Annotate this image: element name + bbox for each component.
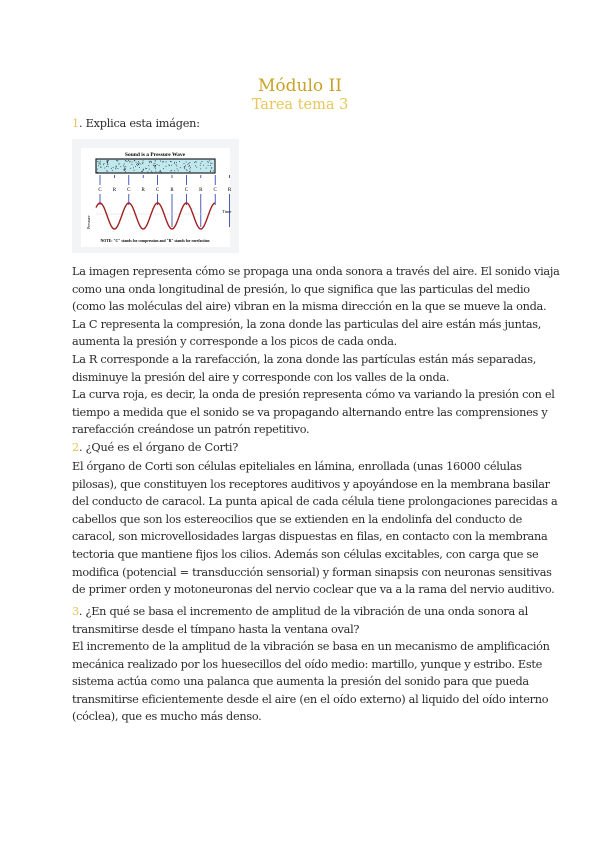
answer-line: tectoria que mantiene fijos los cilios. Además son células excitables, con carga que se [72,547,539,561]
question-text-line: . ¿En qué se basa el incremento de amplitud de la vibración de una onda sonora al [78,605,528,618]
answer-2 [72,458,557,599]
answer-line: caracol, son microvellosidades largas dispuestas en filas, en contacto con la membrana [72,530,548,544]
wave-label: C [98,188,102,193]
question-number: 3 [72,605,79,618]
answer-line: La R corresponde a la rarefacción, la zona donde las partículas están más separadas, [72,352,536,366]
wave-label: R [227,188,232,193]
question-text: . ¿Qué es el órgano de Corti? [78,441,239,454]
answer-line: La curva roja, es decir, la onda de presión representa cómo va variando la presión con el [72,388,555,402]
answer-line: La imagen representa cómo se propaga una onda sonora a través del aire. El sonido viaja [72,265,560,278]
answer-line: de primer orden y motoneuronas del nervio coclear que va a la rama del nervio auditivo. [72,583,555,597]
question-3 [72,603,528,638]
answer-line: La C representa la compresión, la zona donde las particulas del aire están más juntas, [72,317,542,331]
wave-label: R [199,188,203,193]
page-subtitle: Tarea tema 3 [251,97,349,113]
answer-line: rarefacción creándose un patrón repetitivo. [72,423,310,437]
question-number: 2 [72,441,79,454]
answer-line: (como las moléculas del aire) vibran en la misma dirección en la que se mueve la onda. [72,300,547,314]
question-text-line: transmitirse desde el tímpano hasta la ventana oval? [72,622,360,636]
pressure-label: Pressure [86,215,91,229]
answer-line: El incremento de la amplitud de la vibración se basa en un mecanismo de amplificación [72,640,550,653]
answer-line: modifica (potencial = transducción sensorial) y forman sinapsis con neuronas sensitivas [72,565,552,579]
answer-3 [72,638,550,726]
answer-line: mecánica realizado por los huesecillos del oído medio: martillo, yunque y estribo. Este [72,657,542,671]
wave-label: R [141,188,145,193]
figure-title: Sound is a Pressure Wave [124,152,186,158]
wave-label: C [184,188,189,193]
answer-line: tiempo a medida que el sonido se va propagando alternando entre las comprensiones y [72,405,548,419]
answer-line: El órgano de Corti son células epiteliales en lámina, enrollada (unas 16000 células [72,460,522,473]
answer-line: (cóclea), que es mucho más denso. [72,710,262,724]
figure-caption: NOTE: "C" stands for compression and "R" stands for rarefaction [100,239,210,243]
question-2 [72,441,238,454]
answer-line: como una onda longitudinal de presión, lo que significa que las particulas del medio [72,282,530,296]
wave-label: C [127,188,131,193]
answer-line: transmitirse eficientemente desde el aire (en el oído externo) al liquido del oído interno [72,692,549,706]
wave-label: R [170,188,174,193]
page-title: Módulo II [258,76,342,96]
question-text: . Explica esta imágen: [78,117,200,130]
answer-line: pilosas), que constituyen los receptores auditivos y apoyándose en la membrana basilar [72,477,550,491]
wave-label: R [112,188,117,193]
question-number: 1 [72,117,79,130]
answer-line: del conducto de caracol. La punta apical de cada célula tiene prolongaciones parecidas a [72,495,558,509]
sound-wave-figure [72,139,239,253]
answer-1 [72,263,560,439]
wave-label: C [213,188,217,193]
wave-label: C [155,188,160,193]
answer-line: aumenta la presión y corresponde a los picos de cada onda. [72,335,397,349]
answer-line: disminuye la presión del aire y corresponde con los valles de la onda. [72,370,450,384]
time-label: Time [222,209,232,214]
answer-line: cabellos que son los estereocilios que se extienden en la endolinfa del conducto de [72,512,523,526]
answer-line: sistema actúa como una palanca que aumenta la presión del sonido para que pueda [72,675,529,689]
question-1 [72,117,200,130]
